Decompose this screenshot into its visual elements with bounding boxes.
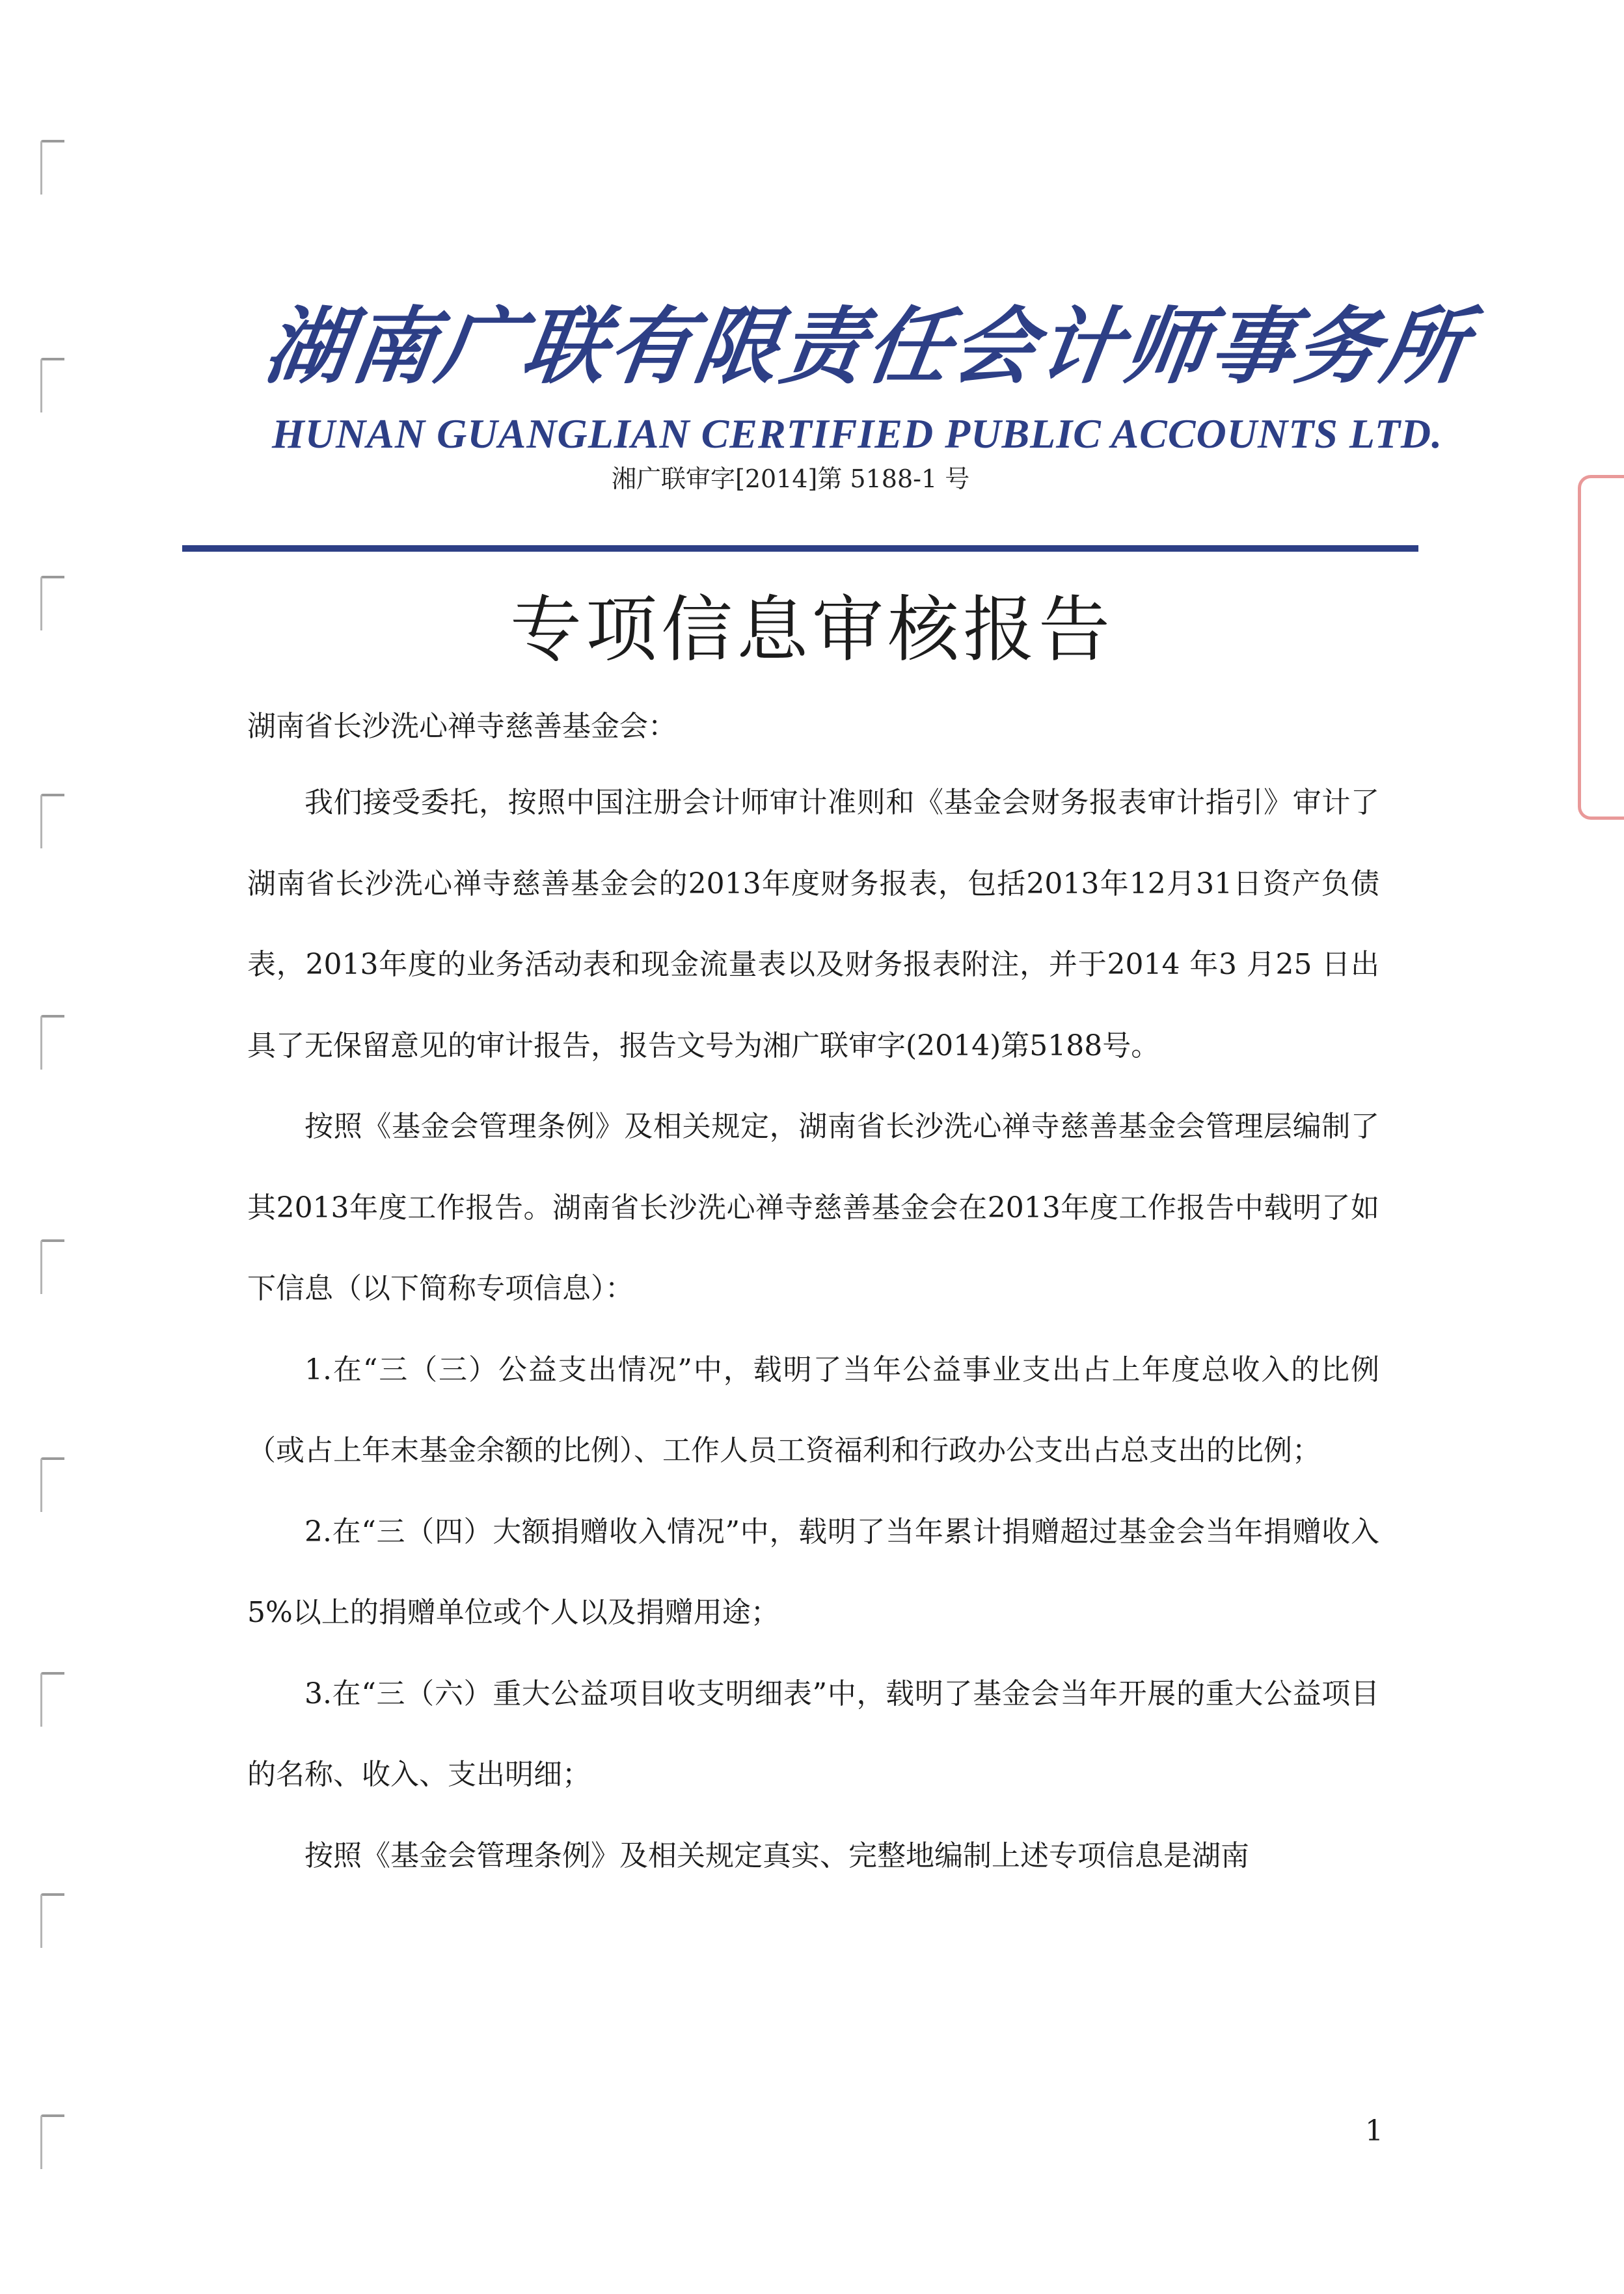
binder-hole [40,1015,64,1070]
binder-hole [40,2114,64,2169]
firm-name-cn: 湖南广联有限责任会计师事务所 [258,299,1475,396]
binder-marks [40,0,66,2294]
header-divider [182,545,1418,552]
report-title: 专项信息审核报告 [510,588,1114,671]
binder-hole [40,140,64,195]
binder-hole [40,1893,64,1948]
report-body [247,762,1379,1896]
seam-seal-stamp [1578,475,1624,820]
binder-hole [40,1672,64,1727]
binder-hole [40,1239,64,1294]
binder-hole [40,358,64,412]
paragraph: 3.在“三（六）重大公益项目收支明细表”中，载明了基金会当年开展的重大公益项目的名称、收入、支出明细； [247,1677,1379,1791]
paragraph: 我们接受委托，按照中国注册会计师审计准则和《基金会财务报表审计指引》审计了湖南省长沙洗心禅寺慈善基金会的2013年度财务报表，包括2013年12月31日资产负债表，2013年度的业务活动表和现金流量表以及财务报表附注，并于2014 年3 月25 日出具了无保留意见的审计报告，报告文号为湘广联审字(2014)第5188号。 [247,786,1379,1062]
firm-name-en: HUNAN GUANGLIAN CERTIFIED PUBLIC ACCOUNTS LTD. [272,411,1443,457]
document-number: 湘广联审字[2014]第 5188-1 号 [612,465,970,493]
page-number: 1 [1365,2114,1383,2148]
binder-hole [40,794,64,848]
paragraph: 2.在“三（四）大额捐赠收入情况”中，载明了当年累计捐赠超过基金会当年捐赠收入 5%以上的捐赠单位或个人以及捐赠用途； [247,1515,1379,1629]
paragraph: 按照《基金会管理条例》及相关规定真实、完整地编制上述专项信息是湖南 [304,1839,1249,1872]
addressee: 湖南省长沙洗心禅寺慈善基金会： [247,710,677,743]
binder-hole [40,1457,64,1512]
paragraph: 1.在“三（三）公益支出情况”中，载明了当年公益事业支出占上年度总收入的比例（或占上年末基金余额的比例）、工作人员工资福利和行政办公支出占总支出的比例； [247,1353,1379,1467]
paragraph: 按照《基金会管理条例》及相关规定，湖南省长沙洗心禅寺慈善基金会管理层编制了其2013年度工作报告。湖南省长沙洗心禅寺慈善基金会在2013年度工作报告中载明了如下信息（以下简称专项信息）： [247,1110,1379,1305]
